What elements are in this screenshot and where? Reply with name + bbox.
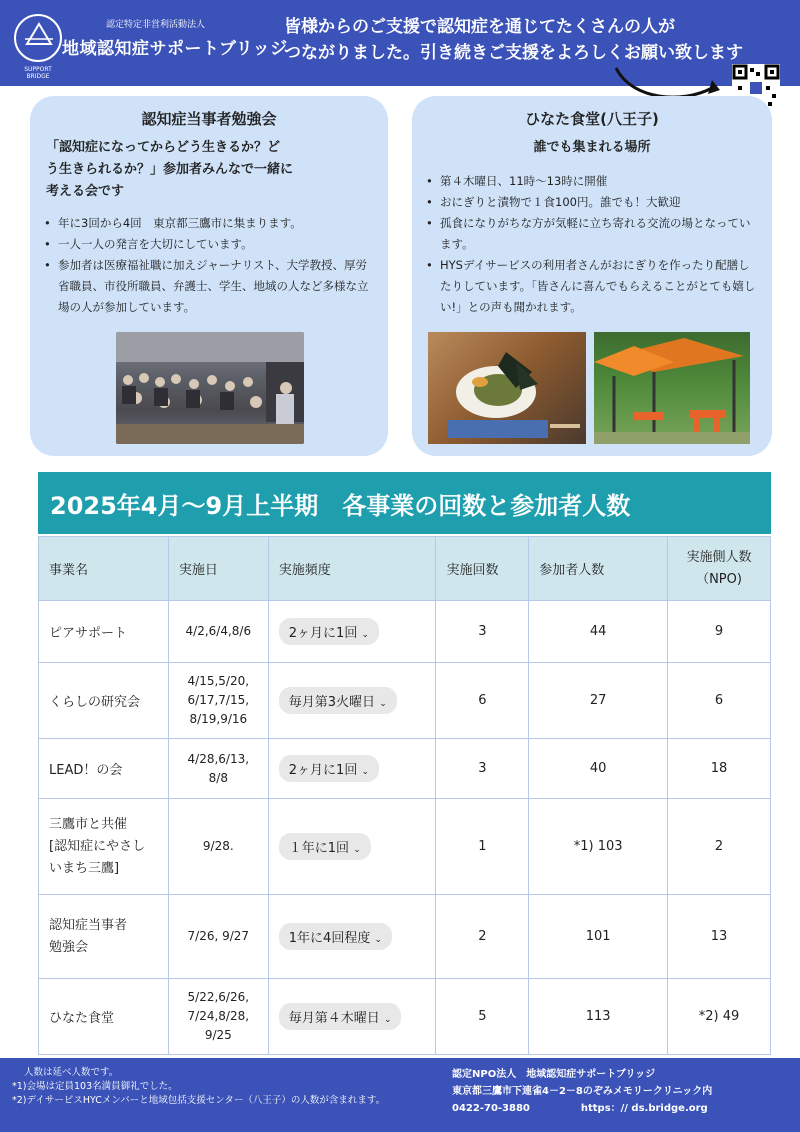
frequency-select[interactable] <box>279 833 371 860</box>
cell-participants: *1) 103 <box>529 799 668 895</box>
header-dates: 実施日 <box>168 537 268 601</box>
cell-dates <box>168 979 268 1055</box>
cell-date-line: 7/26, 9/27 <box>187 929 250 943</box>
cell-dates <box>168 799 268 895</box>
list-item: • 一人一人の発言を大切にしています。 <box>42 234 374 255</box>
cell-name-line: 認知症当事者 <box>49 917 128 933</box>
footer <box>0 1058 800 1132</box>
footer-phone-url <box>452 1100 712 1117</box>
footer-notes <box>12 1066 385 1108</box>
cell-staff: 2 <box>668 799 771 895</box>
cell-frequency[interactable] <box>268 601 436 663</box>
cell-participants: 101 <box>529 895 668 979</box>
header-count: 実施回数 <box>436 537 529 601</box>
cell-count: 1 <box>436 799 529 895</box>
cell-name-line: 三鷹市と共催 <box>49 816 128 832</box>
org-name: 地域認知症サポートブリッジ <box>62 39 288 59</box>
cell-date-line: 4/15,5/20, <box>187 674 250 688</box>
cell-staff: *2) 49 <box>668 979 771 1055</box>
cell-frequency[interactable] <box>268 739 436 799</box>
cell-participants: 44 <box>529 601 668 663</box>
cell-date-line: 4/28,6/13, <box>187 751 250 766</box>
footer-note: *2)デイサービスHYCメンバーと地域包括支援センター（八王子）の人数が含まれます。 <box>12 1095 386 1106</box>
frequency-value: １年に1回 <box>288 841 350 856</box>
cell-date-line: 8/19,9/16 <box>189 712 248 726</box>
table-row <box>39 663 771 739</box>
chevron-down-icon: ⌄ <box>374 935 383 945</box>
table-row <box>39 895 771 979</box>
cell-date-line: 6/17,7/15, <box>187 693 250 707</box>
footer-org: 認定NPO法人 地域認知症サポートブリッジ <box>452 1069 656 1080</box>
cell-count: 3 <box>436 739 529 799</box>
chevron-down-icon: ⌄ <box>353 845 361 855</box>
logo-text: SUPPORT BRIDGE <box>24 66 52 80</box>
chevron-down-icon: ⌄ <box>383 1015 392 1025</box>
seminar-subtitle-line3: 考える会です <box>46 184 125 199</box>
footer-contact <box>452 1066 712 1117</box>
cell-name-line: ひなた食堂 <box>49 1011 115 1026</box>
cell-name <box>39 601 169 663</box>
cell-frequency[interactable] <box>268 979 436 1055</box>
header-participants: 参加者人数 <box>529 537 668 601</box>
seminar-bullets <box>42 213 374 318</box>
cell-frequency[interactable] <box>268 895 436 979</box>
cell-dates <box>168 601 268 663</box>
cell-date-line: 9/25 <box>204 1028 232 1042</box>
list-item: • おにぎりと漬物で１食100円。誰でも！大歓迎 <box>424 192 758 213</box>
cell-name-line: くらしの研究会 <box>49 695 141 710</box>
cell-name <box>39 895 169 979</box>
cell-date-line: 8/8 <box>208 770 228 785</box>
cell-name-line: LEAD！の会 <box>49 763 123 778</box>
seminar-photo <box>116 332 304 444</box>
list-item: • HYSデイサービスの利用者さんがおにぎりを作ったり配膳したりしています。「皆さんに喜んでもらえることがとても嬉しい!」との声も聞かれます。 <box>424 255 758 318</box>
bridge-logo-icon <box>24 22 54 48</box>
chevron-down-icon: ⌄ <box>379 699 387 709</box>
cell-name <box>39 979 169 1055</box>
activity-table <box>38 536 771 1055</box>
footer-url[interactable]: https：// ds.bridge.org <box>580 1103 708 1114</box>
header-message <box>284 14 774 66</box>
chevron-down-icon: ⌄ <box>361 767 370 777</box>
footer-note: *1)会場は定員103名満員御礼でした。 <box>12 1081 178 1092</box>
cell-name <box>39 739 169 799</box>
cafeteria-subtitle: 誰でも集まれる場所 <box>533 140 651 155</box>
cell-dates <box>168 739 268 799</box>
table-row <box>39 979 771 1055</box>
chevron-down-icon: ⌄ <box>361 630 370 640</box>
frequency-value: 2ヶ月に1回 <box>288 626 358 641</box>
cell-name <box>39 663 169 739</box>
seminar-subtitle-line1: 「認知症になってからどう生きるか？ど <box>46 140 281 155</box>
cell-date-line: 7/24,8/28, <box>187 1009 250 1023</box>
table-row <box>39 739 771 799</box>
cell-date-line: 9/28. <box>202 839 234 853</box>
list-item: • 第４木曜日、11時〜13時に開催 <box>424 171 758 192</box>
frequency-select[interactable] <box>279 755 379 782</box>
header-frequency: 実施頻度 <box>268 537 436 601</box>
header-message-line1: 皆様からのご支援で認知症を通じてたくさんの人が <box>284 17 675 37</box>
cell-participants: 27 <box>529 663 668 739</box>
cell-participants: 40 <box>529 739 668 799</box>
cafe-photo-image <box>594 332 750 444</box>
cafeteria-bullets <box>424 171 758 318</box>
cell-name-line: ピアサポート <box>49 626 128 641</box>
seminar-subtitle-line2: う生きられるか？」参加者みんなで一緒に <box>46 162 294 177</box>
header-staff-line2: （NPO) <box>696 571 742 587</box>
logo <box>14 14 62 62</box>
table-title: 2025年4月～9月上半期 各事業の回数と参加者人数 <box>38 472 771 534</box>
frequency-select[interactable] <box>279 687 397 714</box>
cell-count: 2 <box>436 895 529 979</box>
seminar-card <box>30 96 388 456</box>
food-photo <box>428 332 586 444</box>
cell-name-line: [認知症にやさし <box>49 838 146 854</box>
cafeteria-title: ひなた食堂(八王子) <box>525 110 659 128</box>
cell-dates <box>168 663 268 739</box>
table-header-row <box>39 537 771 601</box>
frequency-value: 毎月第４木曜日 <box>288 1011 380 1026</box>
cell-name-line: いまち三鷹] <box>49 860 120 876</box>
frequency-select[interactable] <box>279 1003 402 1030</box>
header-name: 事業名 <box>39 537 169 601</box>
footer-note: 人数は延べ人数です。 <box>24 1067 119 1078</box>
cell-staff: 6 <box>668 663 771 739</box>
cafeteria-card <box>412 96 772 456</box>
cell-name <box>39 799 169 895</box>
frequency-select[interactable] <box>279 923 392 950</box>
cafe-photo <box>594 332 750 444</box>
table-row <box>39 799 771 895</box>
cell-count: 5 <box>436 979 529 1055</box>
seminar-subtitle <box>46 137 388 203</box>
org-subtitle: 認定特定非営利活動法人 <box>106 20 206 30</box>
frequency-select[interactable] <box>279 618 379 645</box>
frequency-value: 2ヶ月に1回 <box>288 763 358 778</box>
header-message-line2: つながりました。引き続きご支援をよろしくお願い致します <box>284 43 743 63</box>
header-staff <box>668 537 771 601</box>
cell-count: 6 <box>436 663 529 739</box>
cell-name-line: 勉強会 <box>49 939 89 955</box>
cell-dates <box>168 895 268 979</box>
food-photo-image <box>428 332 586 444</box>
list-item: • 参加者は医療福祉職に加えジャーナリスト、大学教授、厚労省職員、市役所職員、弁護士、学生、地域の人など多様な立場の人が参加しています。 <box>42 255 374 318</box>
seminar-photo-image <box>116 332 304 444</box>
frequency-value: 毎月第3火曜日 <box>288 695 376 710</box>
seminar-title: 認知症当事者勉強会 <box>141 110 277 128</box>
cell-staff: 9 <box>668 601 771 663</box>
cell-date-line: 4/2,6/4,8/6 <box>185 624 252 638</box>
cell-count: 3 <box>436 601 529 663</box>
cell-date-line: 5/22,6/26, <box>187 990 250 1004</box>
frequency-value: 1年に4回程度 <box>288 931 371 946</box>
list-item: • 年に3回から4回 東京都三鷹市に集まります。 <box>42 213 374 234</box>
cell-frequency[interactable] <box>268 663 436 739</box>
cell-frequency[interactable] <box>268 799 436 895</box>
cell-participants: 113 <box>529 979 668 1055</box>
table-row <box>39 601 771 663</box>
footer-phone: 0422-70-3880 <box>452 1103 530 1114</box>
footer-address: 東京都三鷹市下連雀4－2－8のぞみメモリークリニック内 <box>452 1086 713 1097</box>
list-item: • 孤食になりがちな方が気軽に立ち寄れる交流の場となっています。 <box>424 213 758 255</box>
cell-staff: 13 <box>668 895 771 979</box>
header-staff-line1: 実施側人数 <box>686 549 752 565</box>
cell-staff: 18 <box>668 739 771 799</box>
